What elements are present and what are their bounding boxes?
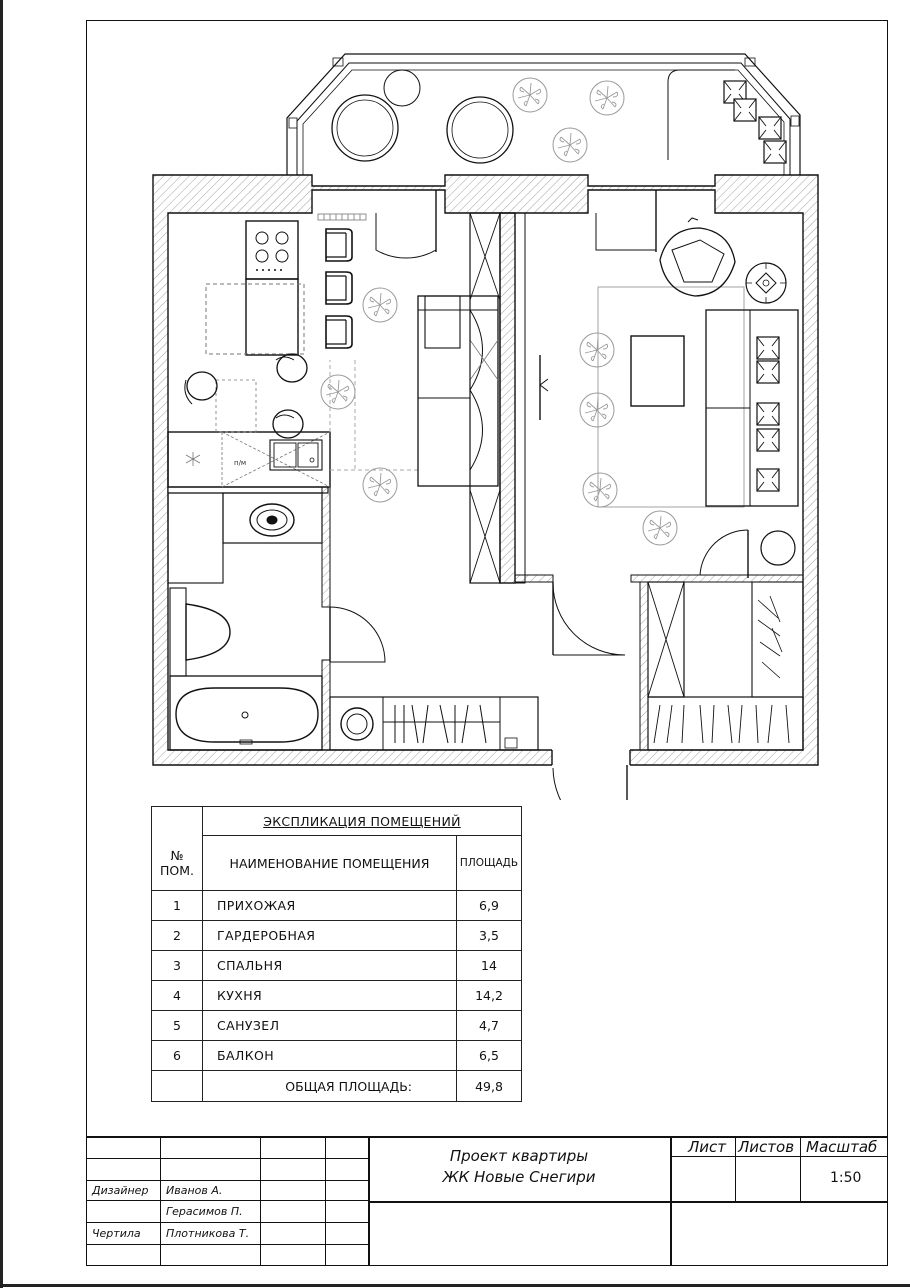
walls — [153, 175, 818, 768]
wardrobe-room — [648, 582, 803, 750]
total-row — [152, 1071, 522, 1102]
scale-label: Масштаб — [806, 1138, 878, 1156]
rooms-explication-table — [151, 806, 522, 1102]
sheet-bottom-edge — [0, 1284, 910, 1287]
table-row: 1 ПРИХОЖАЯ 6,9 — [152, 891, 522, 921]
scale-value: 1:50 — [830, 1170, 862, 1186]
role-drafter: Чертила — [92, 1227, 141, 1240]
table-row: 4 КУХНЯ 14,2 — [152, 981, 522, 1011]
kitchen-unit-label: п/м — [234, 459, 247, 467]
floor-plants — [321, 288, 677, 545]
table-row: 2 ГАРДЕРОБНАЯ 3,5 — [152, 921, 522, 951]
name-second: Герасимов П. — [166, 1205, 243, 1218]
table-row: 3 СПАЛЬНЯ 14 — [152, 951, 522, 981]
balcony — [287, 54, 800, 175]
col-area-header: ПЛОЩАДЬ — [457, 836, 522, 891]
sheet-label: Лист — [688, 1138, 727, 1156]
total-area: 49,8 — [457, 1071, 522, 1102]
name-drafter: Плотникова Т. — [166, 1227, 250, 1240]
project-title: Проект квартиры ЖК Новые Снегири — [442, 1147, 596, 1186]
kitchen — [168, 214, 420, 487]
role-designer: Дизайнер — [92, 1184, 149, 1197]
table-row: 5 САНУЗЕЛ 4,7 — [152, 1011, 522, 1041]
name-designer: Иванов А. — [166, 1184, 223, 1197]
hall-storage — [330, 697, 538, 750]
total-label: ОБЩАЯ ПЛОЩАДЬ: — [203, 1071, 457, 1102]
title-block — [86, 1136, 888, 1266]
col-number-header: № ПОМ. — [152, 836, 203, 891]
kitchen-sofa — [418, 213, 548, 583]
bathroom — [168, 493, 322, 750]
living-area — [598, 218, 798, 565]
table-row: 6 БАЛКОН 6,5 — [152, 1041, 522, 1071]
table-title: ЭКСПЛИКАЦИЯ ПОМЕЩЕНИЙ — [203, 807, 522, 836]
col-name-header: НАИМЕНОВАНИЕ ПОМЕЩЕНИЯ — [203, 836, 457, 891]
sheets-label: Листов — [738, 1138, 795, 1156]
